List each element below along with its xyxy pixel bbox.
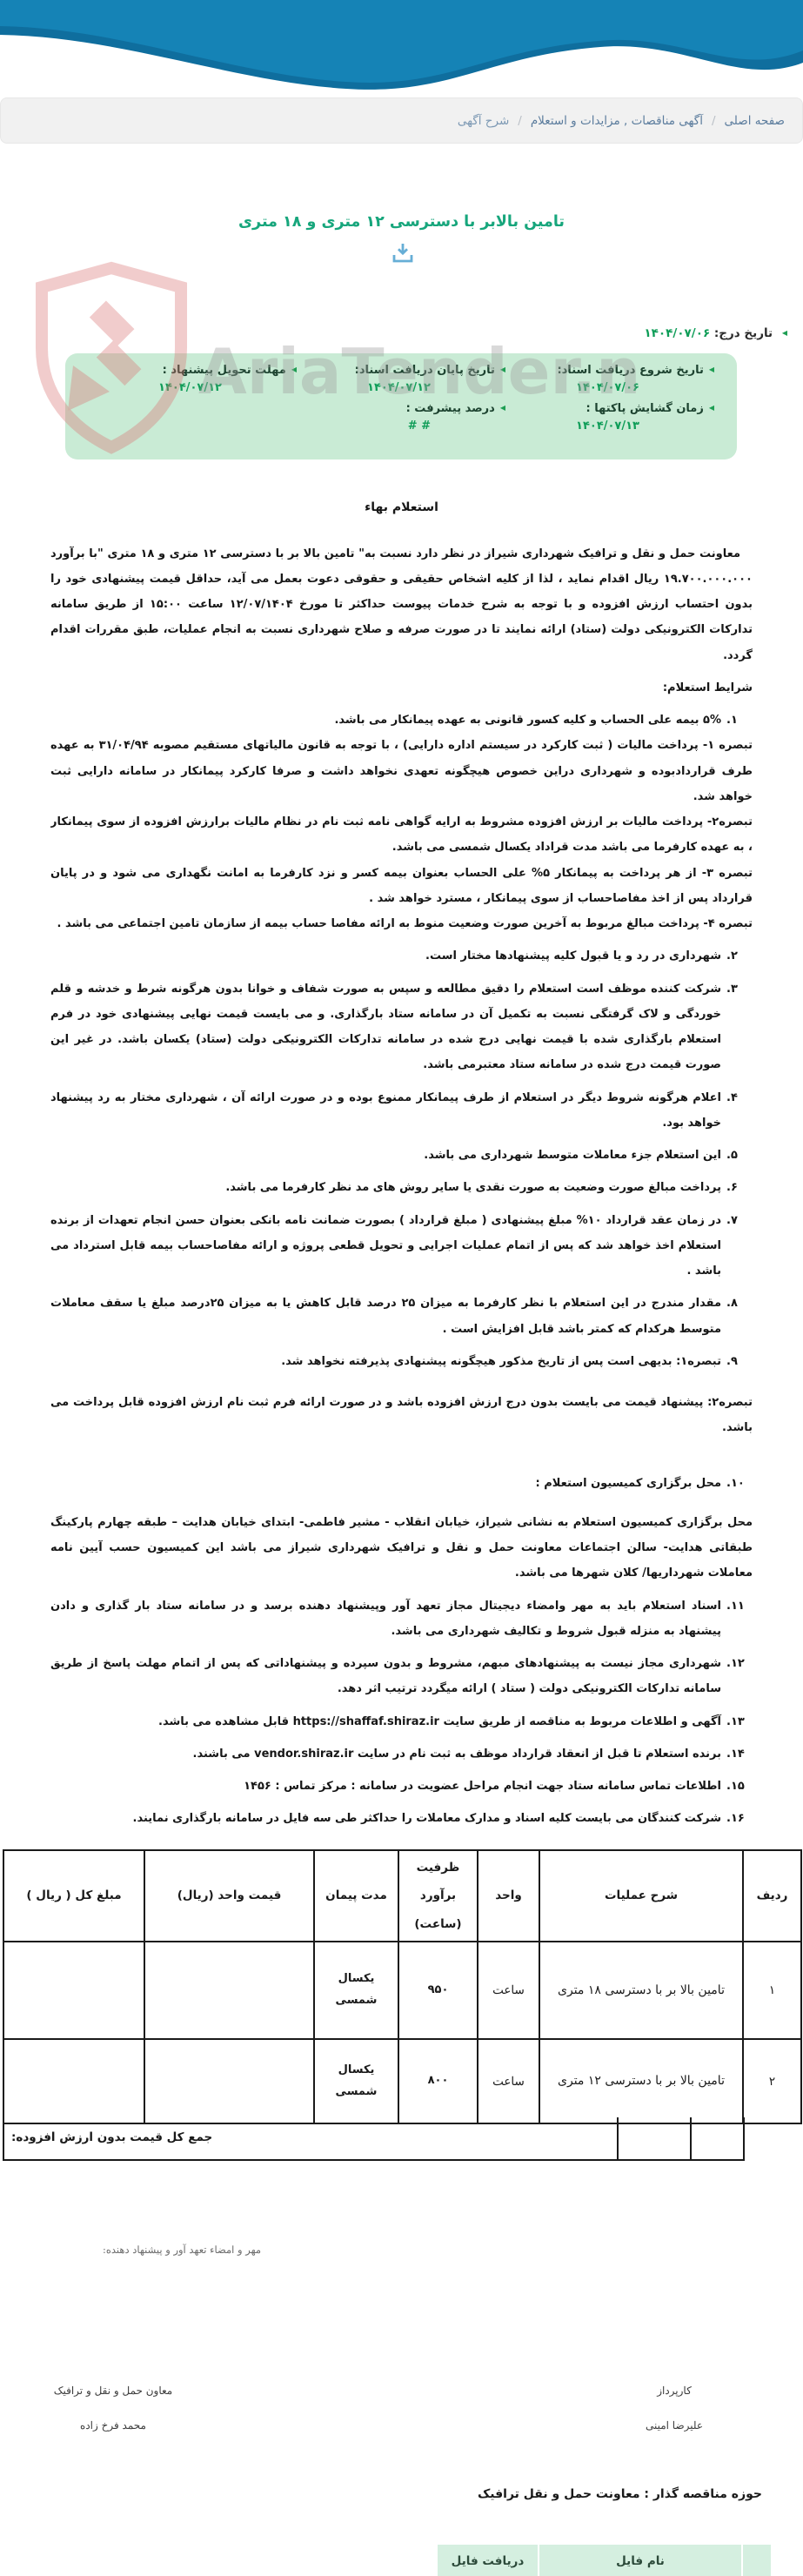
condition-text: مقدار مندرج در این استعلام با نظر کارفرما به میزان ۲۵ درصد قابل کاهش یا به میزان ۲۵درصد مبلغ یا سقف معاملات متوسط هرکدام که کمتر باشد قابل افزایش است . — [50, 1297, 721, 1336]
table-cell-row: ۲ — [743, 2039, 801, 2123]
condition-text: محل برگزاری کمیسیون استعلام : — [535, 1476, 721, 1490]
bullet-icon — [495, 364, 505, 377]
condition-text: شهرداری مجاز نیست به پیشنهادهای مبهم، مشروط و بدون سپرده و پیشنهاداتی که پس از اتمام مهلت پاسخ از طریق سامانه تدارکات الکترونیکی دولت ( ستاد ) ارائه میگردد ترتیب اثر دهد. — [50, 1657, 721, 1696]
condition-text: شرکت کننده موظف است استعلام را دقیق مطالعه و سپس به صورت شفاف و خوانا بدون هرگونه شرط و خدشه و قلم خوردگی و لاک گرفتگی نسبت به تکمیل آن در سامانه ستاد بارگذاری. و می بایست قیمت نهایی پیشنهادی خود در فرم استعلام بارگذاری شده با قیمت نهایی درج شده در سامانه تدارکات الکترونیکی دولت (ستاد) یکسان باشد. در غیر این صورت قیمت درج شده در سامانه ستاد معتبرمی باشد. — [50, 982, 721, 1072]
condition-item — [50, 943, 753, 969]
bullet-icon — [286, 364, 297, 377]
download-icon — [391, 243, 414, 264]
table-total-empty-cell — [692, 2117, 743, 2159]
conditions-label: شرایط استعلام: — [662, 681, 753, 694]
breadcrumb-home[interactable]: صفحه اصلی — [724, 113, 785, 128]
header-wave — [0, 0, 803, 103]
condition-number: ۱۱. — [726, 1599, 745, 1613]
condition-item — [50, 1774, 753, 1799]
table-total-empty-cell — [617, 2117, 692, 2159]
meta-field-value: ۱۴۰۴/۰۷/۱۲ — [367, 381, 431, 394]
issuer-line: حوزه مناقصه گذار : معاونت حمل و نقل ترافیک — [477, 2487, 762, 2501]
breadcrumb-separator: / — [711, 113, 716, 128]
insert-date-value: ۱۴۰۴/۰۷/۰۶ — [644, 326, 711, 340]
table-header-cell: ظرفیت برآورد (ساعت) — [398, 1850, 478, 1942]
items-table-body — [3, 1942, 801, 2123]
meta-field-label — [88, 364, 297, 377]
file-table-header-download: دریافت فایل — [438, 2545, 538, 2576]
bullet-icon — [777, 326, 787, 340]
bullet-icon — [704, 402, 714, 415]
meta-field-label-text: تاریخ پایان دریافت اسناد: — [354, 364, 495, 377]
condition-item — [50, 1741, 753, 1767]
condition-item — [50, 1291, 753, 1342]
meta-field-label — [297, 402, 505, 415]
meta-field-value: ۱۴۰۴/۰۷/۰۶ — [576, 381, 639, 394]
breadcrumb — [0, 97, 803, 144]
meta-field — [88, 364, 297, 400]
meta-box-row — [88, 402, 714, 439]
condition-item — [50, 1651, 753, 1702]
condition-text: ۵% بیمه علی الحساب و کلیه کسور قانونی به عهده پیمانکار می باشد. — [334, 714, 721, 727]
condition-number — [721, 1839, 753, 1844]
condition-number: ۹. — [726, 1354, 738, 1368]
condition-number: ۱۲. — [726, 1657, 745, 1670]
table-total-row — [3, 2117, 745, 2161]
condition-item — [50, 1471, 753, 1496]
condition-number: ۵. — [726, 1149, 738, 1162]
table-cell-unit_price — [144, 2039, 314, 2123]
breadcrumb-section[interactable]: آگهی مناقصات , مزایدات و استعلام — [530, 113, 703, 128]
condition-item — [50, 1085, 753, 1137]
table-cell-capacity: ۹۵۰ — [398, 1942, 478, 2039]
bullet-icon — [704, 364, 714, 377]
conditions-list — [50, 708, 753, 1843]
table-row — [3, 1942, 801, 2039]
file-table — [438, 2545, 771, 2576]
table-header-cell: واحد — [478, 1850, 539, 1942]
meta-field-label-text: تاریخ شروع دریافت اسناد: — [557, 364, 704, 377]
condition-text — [50, 1839, 721, 1844]
seal-note: مهر و امضاء تعهد آور و پیشنهاد دهنده: — [103, 2244, 262, 2256]
breadcrumb-separator: / — [518, 113, 522, 128]
condition-text: شهرداری در رد و یا قبول کلیه پیشنهادها مختار است. — [425, 949, 721, 963]
condition-item — [50, 1175, 753, 1200]
condition-text: تبصره۱: بدیهی است پس از تاریخ مذکور هیچگونه پیشنهادی پذیرفته نخواهد شد. — [281, 1354, 721, 1368]
condition-item — [50, 976, 753, 1078]
download-button[interactable] — [391, 243, 414, 264]
signature-right-role: کارپرداز — [657, 2385, 692, 2397]
table-cell-unit: ساعت — [478, 1942, 539, 2039]
meta-field — [505, 402, 714, 439]
intro-paragraph: معاونت حمل و نقل و ترافیک شهرداری شیراز در نظر دارد نسبت به" تامین بالا بر با دسترسی ۱۲ متری و ۱۸ متری "با برآورد ۱۹.۷۰۰.۰۰۰.۰۰۰ ریال اقدام نماید ، لذا از کلیه اشخاص حقیقی و حقوقی دعوت بعمل می آید، حداقل قیمت پیشنهادی خود را بدون احتساب ارزش افزوده و با توجه به شرح خدمات پیوست حداکثر تا مورخ ۱۲/۰۷/۱۴۰۴ ساعت ۱۵:۰۰ از طریق سامانه تدارکات الکترونیکی دولت (ستاد) ارائه نمایند تا در صورت صرفه و صلاح شهرداری نسبت به انجام عملیات، طبق مقررات اقدام گردد. — [50, 547, 753, 662]
document-body — [50, 494, 753, 1843]
meta-field — [297, 402, 505, 439]
condition-number: ۴. — [726, 1090, 738, 1104]
condition-text: آگهی و اطلاعات مربوط به مناقصه از طریق سایت https://shaffaf.shiraz.ir قابل مشاهده می باشد. — [158, 1714, 721, 1728]
condition-item — [50, 1349, 753, 1374]
items-table — [3, 1849, 802, 2124]
condition-text: پرداخت مبالغ صورت وضعیت به صورت نقدی یا سایر روش های مد نظر کارفرما می باشد. — [225, 1181, 721, 1195]
watermark-text: AriaTender.n — [198, 335, 641, 408]
condition-item — [50, 1593, 753, 1645]
file-table-header-blank — [743, 2545, 771, 2576]
meta-field — [505, 364, 714, 400]
condition-number: ۷. — [726, 1213, 738, 1227]
condition-item — [50, 1806, 753, 1831]
table-header-cell: مبلغ کل ( ریال ) — [3, 1850, 144, 1942]
condition-text: این استعلام جزء معاملات متوسط شهرداری می باشد. — [424, 1149, 721, 1162]
meta-field-label-text: زمان گشایش پاکتها : — [586, 402, 704, 415]
condition-note: تبصره۲- پرداخت مالیات بر ارزش افزوده مشروط به ارایه گواهی نامه ثبت نام در نظام مالیات برارزش افزوده از سوی پیمانکار ، به عهده کارفرما می باشد مدت قراداد یکسال شمسی می باشد. — [50, 815, 753, 855]
meta-field-value: ۱۴۰۴/۰۷/۱۳ — [576, 419, 639, 433]
meta-field-value: ۱۴۰۴/۰۷/۱۲ — [158, 381, 222, 394]
condition-text: اطلاعات تماس سامانه ستاد جهت انجام مراحل عضویت در سامانه : مرکز تماس : ۱۴۵۶ — [244, 1780, 721, 1793]
meta-field-value: # # — [407, 419, 431, 433]
condition-text: در زمان عقد قرارداد ۱۰% مبلغ پیشنهادی ( مبلغ قرارداد ) بصورت ضمانت نامه بانکی بعنوان حسن انجام تعهدات از برنده استعلام اخذ خواهد شد که پس از اتمام عملیات اجرایی و تحویل قطعی پروژه و ارائه مفاصاحساب بیمه قابل استرداد می باشد . — [50, 1213, 721, 1278]
condition-text: شرکت کنندگان می بایست کلیه اسناد و مدارک معاملات را حداکثر طی سه فایل در سامانه بارگذاری نمایند. — [132, 1812, 721, 1826]
table-header-cell: مدت پیمان — [314, 1850, 398, 1942]
meta-field-label-text: مهلت تحویل پیشنهاد : — [162, 364, 286, 377]
table-cell-unit: ساعت — [478, 2039, 539, 2123]
condition-text: اسناد استعلام باید به مهر وامضاء دیجیتال مجاز تعهد آور وپیشنهاد دهنده برسد و در سامانه ستاد بار گذاری و دادن پیشنهاد به منزله قبول شروط و تکالیف شهرداری می باشد. — [50, 1599, 721, 1638]
table-cell-desc: تامین بالا بر با دسترسی ۱۲ متری — [539, 2039, 743, 2123]
table-total-label: جمع کل قیمت بدون ارزش افزوده: — [11, 2130, 213, 2144]
file-table-header-name: نام فایل — [539, 2545, 741, 2576]
condition-number: ۱۵. — [726, 1780, 745, 1793]
table-cell-duration: یکسال شمسی — [314, 1942, 398, 2039]
condition-note: تبصره ۳- از هر پرداخت به پیمانکار ۵% علی الحساب بعنوان بیمه کسر و نزد کارفرما به امانت نگهداری می شود و در پایان قرارداد پس از اخذ مفاصاحساب از سوی پیمانکار ، مسترد خواهد شد . — [50, 866, 753, 905]
meta-field-label — [505, 402, 714, 415]
meta-box — [65, 353, 737, 460]
breadcrumb-current: شرح آگهی — [457, 113, 510, 128]
document-heading: استعلام بهاء — [365, 500, 438, 514]
condition-item — [50, 1709, 753, 1734]
insert-date — [644, 326, 787, 340]
signature-left-role: معاون حمل و نقل و ترافیک — [53, 2385, 173, 2397]
condition-note: تبصره ۴- پرداخت مبالغ مربوط به آخرین صورت وضعیت منوط به ارائه مفاصا حساب بیمه از سازمان تامین اجتماعی می باشد . — [57, 917, 753, 930]
condition-number: ۱. — [726, 714, 738, 727]
table-cell-desc: تامین بالا بر با دسترسی ۱۸ متری — [539, 1942, 743, 2039]
meta-box-row — [88, 364, 714, 400]
page-title: تامین بالابر با دسترسی ۱۲ متری و ۱۸ متری — [238, 212, 565, 231]
condition-text: برنده استعلام تا قبل از انعقاد قرارداد موظف به ثبت نام در سایت vendor.shiraz.ir می باشند. — [192, 1747, 721, 1761]
items-table-header-row — [3, 1850, 801, 1942]
condition-number: ۳. — [726, 982, 738, 996]
table-row — [3, 2039, 801, 2123]
condition-number: ۱۰. — [726, 1476, 745, 1490]
table-cell-unit_price — [144, 1942, 314, 2039]
table-cell-total_price — [3, 2039, 144, 2123]
condition-number: ۶. — [726, 1181, 738, 1195]
signature-left-name: محمد فرخ زاده — [80, 2419, 146, 2432]
meta-field — [297, 364, 505, 400]
table-cell-duration: یکسال شمسی — [314, 2039, 398, 2123]
meta-field-label — [297, 364, 505, 377]
condition-item — [50, 1839, 753, 1844]
meta-field-label-text: درصد پیشرفت : — [405, 402, 495, 415]
table-cell-capacity: ۸۰۰ — [398, 2039, 478, 2123]
table-header-cell: قیمت واحد (ریال) — [144, 1850, 314, 1942]
condition-item — [50, 1143, 753, 1168]
condition-note: تبصره ۱- پرداخت مالیات ( ثبت کارکرد در سیستم اداره دارایی) ، با توجه به قانون مالیاتهای مستقیم مصوبه ۳۱/۰۴/۹۴ به عهده طرف قراردادبوده و شهرداری دراین خصوص هیچگونه تعهدی نخواهد داشت و صرفا کارکرد پیمانکار در سامانه دارایی ثبت خواهد شد. — [50, 739, 753, 803]
condition-number: ۲. — [726, 949, 738, 963]
condition-number: ۱۳. — [726, 1714, 745, 1728]
condition-number: ۱۶. — [726, 1812, 745, 1826]
condition-item — [50, 1208, 753, 1285]
condition-item — [50, 708, 753, 733]
condition-number: ۸. — [726, 1297, 738, 1311]
table-cell-total_price — [3, 1942, 144, 2039]
condition-number: ۱۴. — [726, 1747, 745, 1761]
insert-date-label: تاریخ درج: — [713, 326, 773, 340]
condition-text: اعلام هرگونه شروط دیگر در استعلام از طرف پیمانکار ممنوع بوده و در صورت ارائه آن ، شهرداری مختار به رد پیشنهاد خواهد بود. — [50, 1090, 721, 1130]
signature-right-name: علیرضا امینی — [645, 2419, 704, 2432]
condition-note: تبصره۲: پیشنهاد قیمت می بایست بدون درج ارزش افزوده باشد و در صورت ارائه فرم ثبت نام ارزش افزوده قابل پرداخت می باشد. — [50, 1396, 753, 1435]
condition-detail: محل برگزاری کمیسیون استعلام به نشانی شیراز، خیابان انقلاب - مشیر فاطمی- ابتدای خیابان هدایت – طبقه چهارم پارکینگ طبقاتی هدایت- سالن اجتماعات معاونت حمل و نقل و ترافیک شهرداری شیراز می باشد این کمیسیون حسب آیین نامه معاملات شهرداریها/ کلان شهرها می باشد. — [50, 1515, 753, 1580]
bullet-icon — [495, 402, 505, 415]
meta-field-label — [505, 364, 714, 377]
table-header-cell: ردیف — [743, 1850, 801, 1942]
table-cell-row: ۱ — [743, 1942, 801, 2039]
table-header-cell: شرح عملیات — [539, 1850, 743, 1942]
